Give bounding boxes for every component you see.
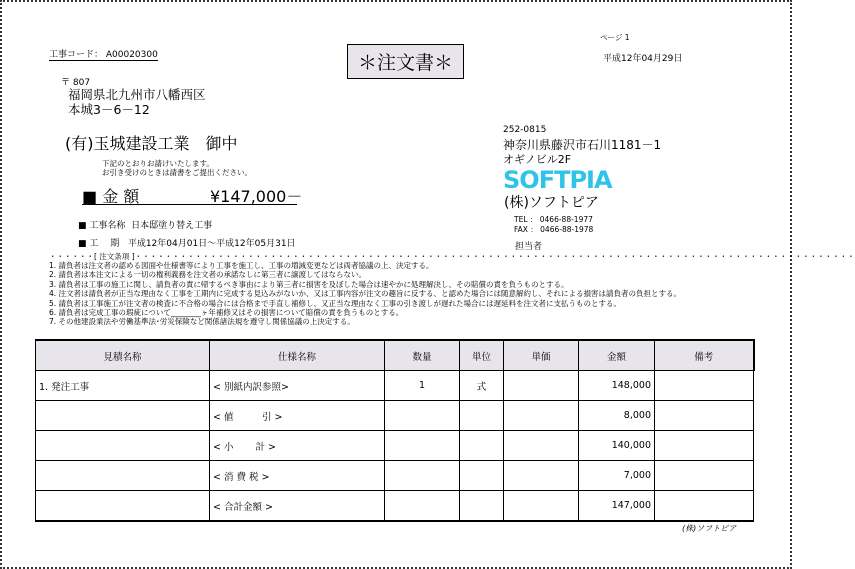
term-item: 7. その他建設業法や労働基準法･労災保険など関係諸法規を遵守し関係協議の上決定する。 <box>49 317 355 327</box>
col-header-unit: 単位 <box>460 340 504 371</box>
cell-remarks <box>655 401 754 431</box>
work-name-label: ■ 工事名称 <box>78 221 126 231</box>
footer-company: (株)ソフトピア <box>682 524 737 533</box>
order-items-table <box>35 339 755 522</box>
sender-address1: 神奈川県藤沢市石川1181－1 <box>503 138 662 152</box>
cell-quantity <box>385 401 460 431</box>
col-header-remarks: 備考 <box>655 340 754 371</box>
cell-spec-name: < 別紙内訳参照> <box>210 371 385 401</box>
cell-remarks <box>655 461 754 491</box>
table-row <box>36 371 754 401</box>
cell-amount: 148,000 <box>579 371 655 401</box>
terms-heading: ・・・・・・[ 注文条項 ]・・・・・・・・・・・・・・・・・・・・・・・・・・・・・・・・・・・・・・・・・・・・・・・・・・・・・・・・・・・・・・・・・・・・・・・・・・・・・・・・・・・・・・・・・・・・・・・・ <box>49 252 855 261</box>
cell-unit-price <box>504 461 579 491</box>
col-header-unit-price: 単価 <box>504 340 579 371</box>
staff-label: 担当者 <box>515 242 543 252</box>
cell-spec-name: < 合計金額 > <box>210 491 385 522</box>
cell-estimate-name <box>36 491 210 522</box>
table-row <box>36 461 754 491</box>
recipient-postal: 〒 807 <box>61 78 91 88</box>
cell-remarks <box>655 371 754 401</box>
cell-estimate-name <box>36 431 210 461</box>
request-note-1: 下記のとおりお請けいたします。 <box>102 159 214 168</box>
request-note-2: お引き受けのときは請書をご提出ください。 <box>102 168 252 177</box>
term-item: 4. 注文者は請負者が正当な理由なく工事を工期内に完成する見込みがないか、又は工事内容が注文の趣旨に反する、と認めた場合には随意解約し、それによる損害は請負者の負担とする。 <box>49 289 682 299</box>
cell-spec-name: < 小 計 > <box>210 431 385 461</box>
term-item: 6. 請負者は完成工事の瑕疵について________ヶ年補修又はその損害について賠償の責を負うものとする。 <box>49 308 404 318</box>
sender-fax: FAX ： 0466-88-1978 <box>514 225 594 234</box>
sender-name: (株)ソフトピア <box>504 195 599 211</box>
period-row <box>78 236 296 249</box>
cell-estimate-name <box>36 461 210 491</box>
table-row <box>36 431 754 461</box>
cell-unit <box>460 431 504 461</box>
table-row <box>36 401 754 431</box>
page-number: ページ 1 <box>600 33 630 42</box>
cell-unit-price <box>504 371 579 401</box>
work-name: 日本邸塗り替え工事 <box>131 221 213 231</box>
col-header-estimate-name: 見積名称 <box>36 340 210 371</box>
cell-unit-price <box>504 401 579 431</box>
col-header-spec-name: 仕様名称 <box>210 340 385 371</box>
cell-amount: 140,000 <box>579 431 655 461</box>
sender-tel: TEL ： 0466-88-1977 <box>514 215 593 224</box>
cell-amount: 7,000 <box>579 461 655 491</box>
term-item: 2. 請負者は本注文による一切の権利義務を注文者の承諾なしに第三者に譲渡してはならない。 <box>49 270 367 280</box>
issue-date: 平成12年04月29日 <box>603 54 683 64</box>
cell-amount: 8,000 <box>579 401 655 431</box>
cell-quantity <box>385 461 460 491</box>
amount-line <box>82 184 303 206</box>
term-item: 1. 請負者は注文者の認める図面や仕様書等により工事を施工し、工事の増減変更などは両者協議の上、決定する。 <box>49 261 434 270</box>
cell-remarks <box>655 431 754 461</box>
cell-remarks <box>655 491 754 522</box>
softpia-logo: SOFTPIA <box>503 166 612 194</box>
work-name-row <box>78 218 212 231</box>
cell-unit <box>460 461 504 491</box>
work-period: 平成12年04月01日～平成12年05月31日 <box>127 239 296 249</box>
cell-unit <box>460 401 504 431</box>
col-header-amount: 金額 <box>579 340 655 371</box>
sender-address2: オギノビル2F <box>503 153 572 166</box>
cell-estimate-name: 1. 発注工事 <box>36 371 210 401</box>
cell-quantity <box>385 431 460 461</box>
cell-unit <box>460 491 504 522</box>
work-code: 工事コード： A00020300 <box>49 47 158 61</box>
cell-unit: 式 <box>460 371 504 401</box>
cell-estimate-name <box>36 401 210 431</box>
term-item: 5. 請負者は工事施工が注文者の検査に不合格の場合には合格まで手直し補修し、又正当な理由なく工事の引き渡しが遅れた場合には遅延料を注文者に支払うものとする。 <box>49 298 622 308</box>
table-header-row <box>36 340 754 371</box>
cell-spec-name: < 消 費 税 > <box>210 461 385 491</box>
period-label: ■ 工 期 <box>78 239 120 249</box>
sender-postal: 252-0815 <box>503 125 547 135</box>
cell-quantity <box>385 491 460 522</box>
amount-label: ■ 金 額 <box>82 187 140 206</box>
document-title: ＊注文書＊ <box>347 44 464 79</box>
cell-unit-price <box>504 491 579 522</box>
cell-quantity: 1 <box>385 371 460 401</box>
total-amount: ¥147,000－ <box>210 187 303 206</box>
cell-amount: 147,000 <box>579 491 655 522</box>
recipient-address1: 福岡県北九州市八幡西区 <box>68 87 206 102</box>
cell-unit-price <box>504 431 579 461</box>
recipient-name: (有)玉城建設工業 御中 <box>65 134 238 153</box>
table-row <box>36 491 754 522</box>
terms-list <box>49 261 681 327</box>
term-item: 3. 請負者は工事の施工に関し、請負者の責に帰するべき事由により第三者に損害を及ぼした場合は速やかに処理解決し、その賠償の責を負うものとする。 <box>49 279 569 289</box>
recipient-address2: 本城3－6－12 <box>68 102 150 117</box>
cell-spec-name: < 値 引 > <box>210 401 385 431</box>
col-header-quantity: 数量 <box>385 340 460 371</box>
